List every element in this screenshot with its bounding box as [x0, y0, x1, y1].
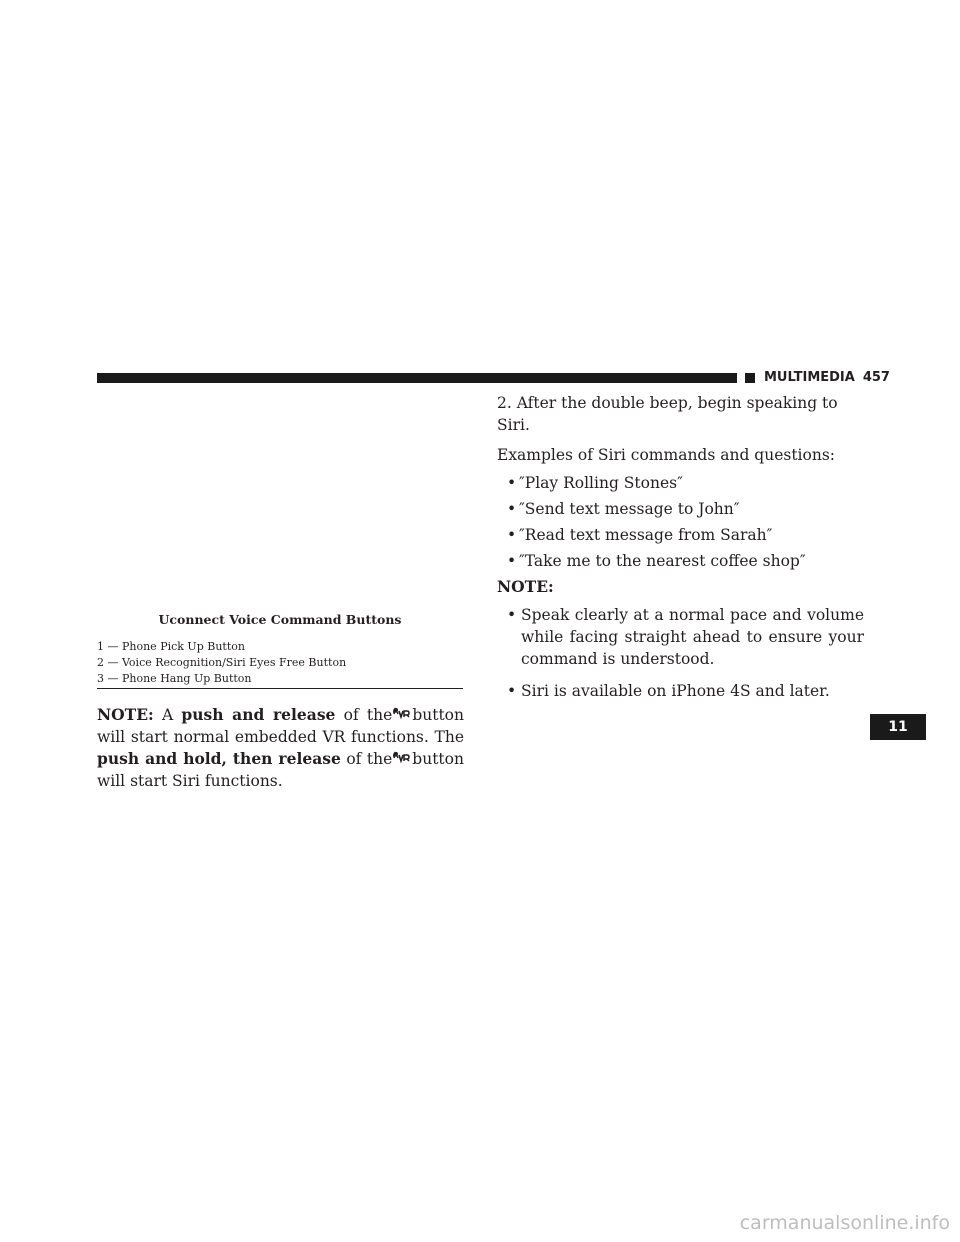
caption-title: Uconnect Voice Command Buttons	[158, 612, 402, 627]
bullet-icon: •	[507, 552, 517, 570]
example-text: ″Read text message from Sarah″	[519, 526, 773, 544]
note-emphasis: push and release	[181, 705, 336, 724]
voice-recognition-icon	[392, 749, 412, 765]
examples-list	[497, 472, 864, 572]
legend-item: 2 — Voice Recognition/Siri Eyes Free Button	[97, 656, 347, 669]
note-emphasis: push and hold, then release	[97, 749, 341, 768]
note-text: of the	[343, 706, 393, 724]
note-label: NOTE:	[97, 705, 154, 724]
bullet-icon: •	[507, 606, 517, 624]
voice-recognition-icon	[392, 705, 412, 721]
bullet-icon: •	[507, 500, 517, 518]
note-text: Siri is available on iPhone 4S and later.	[521, 682, 830, 700]
note-label: NOTE:	[497, 577, 554, 596]
note-text: of the	[346, 750, 393, 768]
chapter-tab: 11	[870, 714, 926, 740]
note-text: button will start normal embedded VR functions. The	[97, 706, 464, 746]
figure-caption	[97, 612, 463, 687]
step-2: 2. After the double beep, begin speaking to Siri.	[497, 394, 838, 434]
note-text: Speak clearly at a normal pace and volume while facing straight ahead to ensure your command is understood.	[521, 606, 864, 668]
bullet-icon: •	[507, 526, 517, 544]
header-rule	[97, 373, 737, 383]
bullet-icon: •	[507, 682, 517, 700]
header-marker	[745, 373, 755, 383]
list-item	[497, 524, 864, 546]
examples-intro: Examples of Siri commands and questions:	[497, 446, 836, 464]
watermark: carmanualsonline.info	[739, 1212, 950, 1234]
list-item	[497, 472, 864, 494]
caption-rule	[97, 688, 463, 689]
example-text: ″Play Rolling Stones″	[519, 474, 683, 492]
section-title: MULTIMEDIA	[764, 370, 855, 385]
bullet-icon: •	[507, 474, 517, 492]
right-column	[497, 392, 864, 712]
note-text: A	[161, 706, 174, 724]
page-number: 457	[862, 370, 890, 385]
example-text: ″Send text message to John″	[519, 500, 740, 518]
list-item	[497, 550, 864, 572]
legend-item: 3 — Phone Hang Up Button	[97, 672, 252, 685]
example-text: ″Take me to the nearest coffee shop″	[519, 552, 806, 570]
running-header	[764, 370, 890, 385]
list-item	[497, 680, 864, 702]
note-text: button will start Siri functions.	[97, 750, 464, 790]
legend-item: 1 — Phone Pick Up Button	[97, 640, 245, 653]
list-item	[497, 498, 864, 520]
vr-note	[97, 704, 464, 792]
list-item	[497, 604, 864, 670]
